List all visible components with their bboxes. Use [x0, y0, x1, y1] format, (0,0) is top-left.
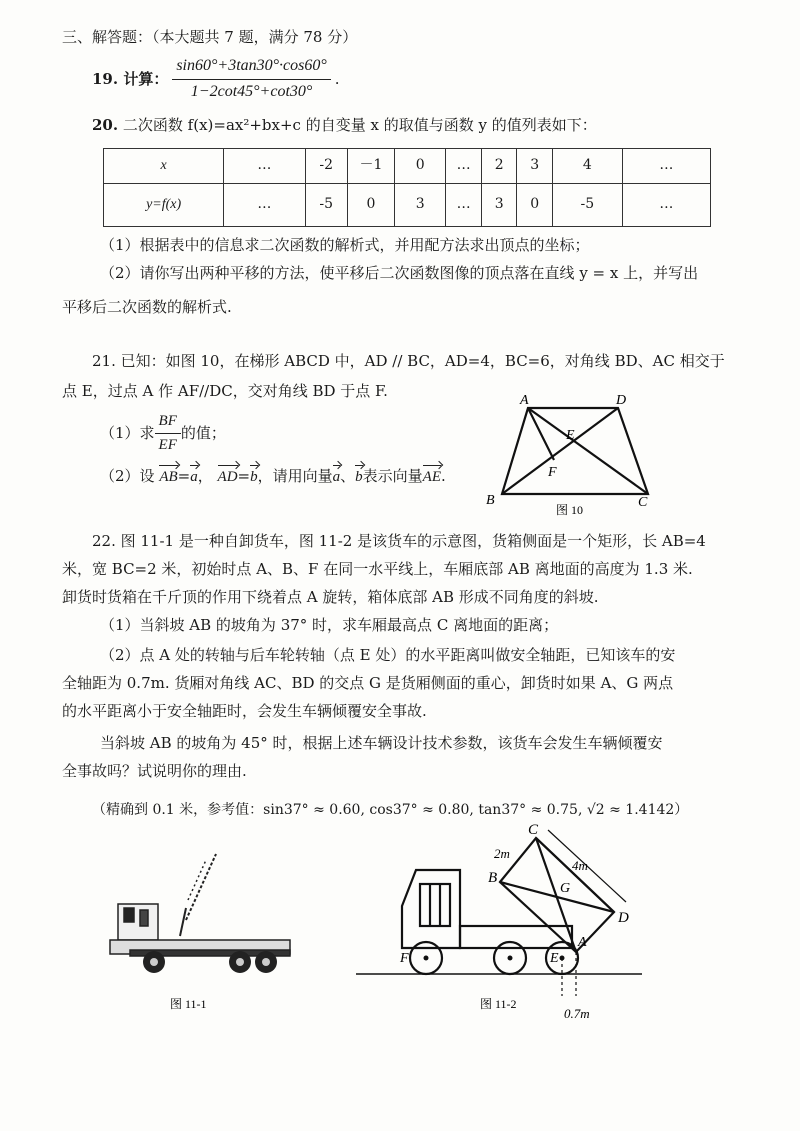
q21-part2-end: . — [440, 467, 446, 485]
table-cell: 0 — [347, 184, 394, 227]
label-c: C — [528, 822, 539, 838]
eq-sign: = — [177, 467, 191, 485]
q22-question-line2: 全事故吗？试说明你的理由. — [62, 762, 247, 780]
jack-rod — [180, 908, 186, 936]
q21-line2: 点 E，过点 A 作 AF//DC，交对角线 BD 于点 F. — [62, 382, 388, 400]
q22-part2-line2: 全轴距为 0.7m. 货厢对角线 AC、BD 的交点 G 是货厢侧面的重心，卸货时如果 A、G 两点 — [62, 674, 674, 692]
q20-number: 20. — [92, 116, 119, 134]
label-e: E — [550, 951, 559, 966]
label-a: A — [520, 393, 529, 408]
table-cell: -5 — [552, 184, 622, 227]
label-4m: 4m — [572, 858, 588, 873]
cab-door — [140, 910, 148, 926]
label-0-7m: 0.7m — [564, 1006, 590, 1021]
table-cell: … — [622, 149, 710, 184]
q21-line1: 21. 已知：如图 10，在梯形 ABCD 中，AD // BC，AD=4，BC=6，对角线 BD、AC 相交于 — [92, 352, 725, 370]
q21-frac-den: EF — [158, 437, 177, 454]
q21-part2-mid: ，请用向量 — [257, 467, 333, 485]
table-cell: -2 — [305, 149, 347, 184]
segment-af — [528, 408, 558, 494]
raised-box-edge — [188, 860, 206, 900]
hub — [236, 958, 244, 966]
figure-11-2-caption: 图 11-2 — [480, 997, 517, 1011]
question-20 — [92, 114, 597, 137]
q20-part1: （1）根据表中的信息求二次函数的解析式，并用配方法求出顶点的坐标； — [100, 236, 590, 254]
segment-af-visible — [528, 408, 554, 460]
q19-fraction — [172, 54, 330, 105]
table-cell: … — [224, 184, 305, 227]
q20-part2-line1: （2）请你写出两种平移的方法，使平移后二次函数图像的顶点落在直线 y = x 上，并写出 — [100, 264, 699, 282]
label-a: A — [578, 935, 587, 950]
q21-part2-mid2: 表示向量 — [362, 467, 423, 485]
label-d: D — [618, 910, 629, 926]
q21-part1 — [100, 410, 226, 458]
q22-line3: 卸货时货箱在千斤顶的作用下绕着点 A 旋转，箱体底部 AB 形成不同角度的斜坡. — [62, 588, 599, 606]
table-cell: －1 — [347, 149, 394, 184]
trapezoid-outline — [502, 408, 648, 494]
label-e: E — [566, 428, 575, 443]
q19-denominator: 1−2cot45°+cot30° — [190, 82, 313, 100]
label-b: B — [488, 870, 498, 886]
vector-a2: a — [333, 466, 341, 489]
vector-a: a — [190, 466, 198, 489]
table-cell: 0 — [394, 149, 446, 184]
axle-dot — [508, 956, 513, 961]
table-cell: … — [446, 149, 482, 184]
figure-11-1-caption: 图 11-1 — [170, 997, 207, 1011]
q20-stem: 二次函数 f(x)=ax²+bx+c 的自变量 x 的取值与函数 y 的值列表如下： — [122, 116, 597, 134]
trapezoid-lines — [502, 408, 648, 494]
hub — [150, 958, 158, 966]
q20-value-table — [103, 148, 711, 227]
label-d: D — [616, 393, 627, 408]
q21-part2-prefix: （2）设 — [100, 467, 155, 485]
q22-part1: （1）当斜坡 AB 的坡角为 37° 时，求车厢最高点 C 离地面的距离； — [100, 616, 559, 634]
figure-11-2-schematic — [350, 818, 650, 1028]
diagonal-ac — [528, 408, 648, 494]
cab-window-frame — [420, 884, 450, 926]
q21-fraction — [155, 410, 181, 458]
label-2m: 2m — [494, 846, 510, 861]
table-cell: x — [104, 149, 224, 184]
comma: ， — [197, 467, 213, 485]
vector-ab: AB — [159, 466, 177, 489]
q22-line2: 米，宽 BC=2 米，初始时点 A、B、F 在同一水平线上，车厢底部 AB 离地面的高度为 1.3 米. — [62, 560, 693, 578]
raised-box-edge — [186, 854, 216, 920]
section-heading: 三、解答题：（本大题共 7 题，满分 78 分） — [62, 28, 358, 46]
question-19 — [92, 54, 340, 105]
q19-numerator: sin60°+3tan30°·cos60° — [172, 54, 330, 80]
cab-window — [124, 908, 134, 922]
table-cell: 4 — [552, 149, 622, 184]
label-f: F — [400, 951, 409, 966]
label-g: G — [560, 881, 571, 896]
q19-number: 19. 计算： — [92, 69, 169, 88]
vector-b: b — [250, 466, 258, 489]
axle-dot — [424, 956, 429, 961]
eq-sign: = — [237, 467, 251, 485]
hub — [262, 958, 270, 966]
vector-ae: AE — [423, 466, 441, 489]
vector-ad: AD — [218, 466, 238, 489]
q22-part2-line3: 的水平距离小于安全轴距时，会发生车辆倾覆安全事故. — [62, 702, 427, 720]
q22-question-line1: 当斜坡 AB 的坡角为 45° 时，根据上述车辆设计技术参数，该货车会发生车辆倾覆安 — [100, 734, 663, 752]
table-cell: 3 — [517, 149, 553, 184]
table-cell: y=f(x) — [104, 184, 224, 227]
diagonal-bd — [502, 408, 618, 494]
table-row-y — [104, 184, 711, 227]
figure-10-caption: 图 10 — [556, 503, 584, 517]
label-f: F — [548, 465, 557, 480]
q20-part2-line2: 平移后二次函数的解析式. — [62, 298, 232, 316]
table-cell: … — [622, 184, 710, 227]
axle-dot — [560, 956, 565, 961]
figure-10-trapezoid — [478, 392, 668, 522]
table-cell: 2 — [481, 149, 517, 184]
q19-tail: . — [334, 69, 340, 88]
q21-part2 — [100, 465, 446, 489]
figure-11-1-truck-photo — [100, 840, 310, 1020]
table-cell: … — [224, 149, 305, 184]
q22-part2-line1: （2）点 A 处的转轴与后车轮转轴（点 E 处）的水平距离叫做安全轴距，已知该车的安 — [100, 646, 676, 664]
table-cell: 3 — [394, 184, 446, 227]
q22-note: （精确到 0.1 米，参考值：sin37° ≈ 0.60, cos37° ≈ 0.80, tan37° ≈ 0.75, √2 ≈ 1.4142） — [92, 802, 689, 818]
vector-b2: b — [355, 466, 363, 489]
table-cell: … — [446, 184, 482, 227]
label-b: B — [486, 493, 495, 508]
q22-line1: 22. 图 11-1 是一种自卸货车，图 11-2 是该货车的示意图，货箱侧面是一个矩形，长 AB=4 — [92, 532, 706, 550]
q21-frac-num: BF — [155, 410, 181, 434]
label-c: C — [638, 495, 648, 510]
table-cell: -5 — [305, 184, 347, 227]
separator: 、 — [340, 467, 356, 485]
q21-part1-prefix: （1）求 — [100, 424, 155, 443]
table-cell: 0 — [517, 184, 553, 227]
q21-part1-suffix: 的值； — [180, 424, 226, 443]
table-row-x — [104, 149, 711, 184]
table-cell: 3 — [481, 184, 517, 227]
